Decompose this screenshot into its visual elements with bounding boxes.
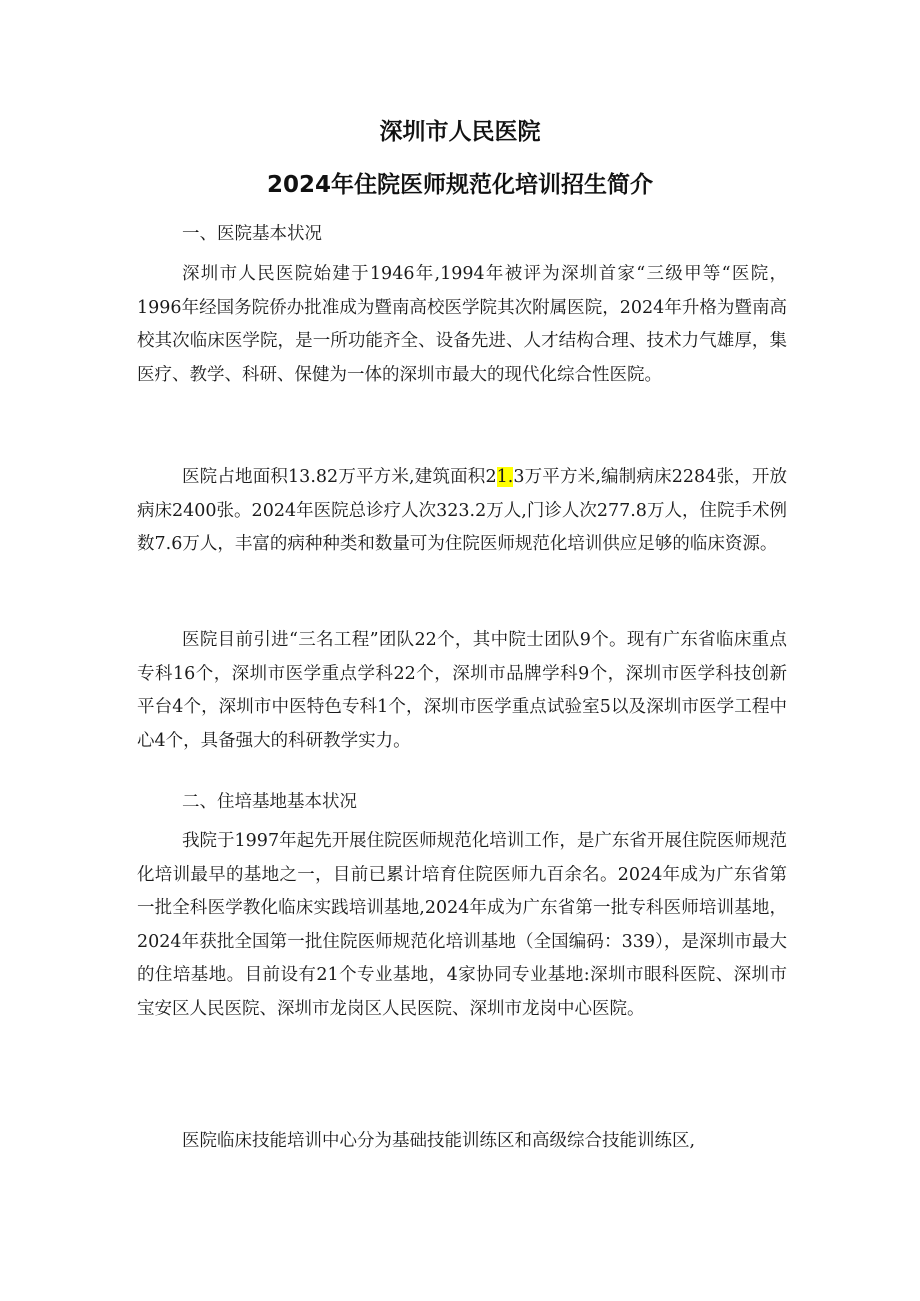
paragraph-hospital-history: 深圳市人民医院始建于1946年,1994年被评为深圳首家“三级甲等“医院，1996年经国务院侨办批准成为暨南高校医学院其次附属医院，2024年升格为暨南高校其次临床医学院，是一所功能齐全、设备先进、人才结构合理、技术力气雄厚，集医疗、教学、科研、保健为一体的深圳市最大的现代化综合性医院。	[137, 264, 787, 385]
highlighted-text: 1.	[496, 467, 514, 487]
paragraph-training-history: 我院于1997年起先开展住院医师规范化培训工作，是广东省开展住院医师规范化培训最早的基地之一，目前已累计培育住院医师九百余名。2024年成为广东省第一批全科医学教化临床实践培训基地,2024年成为广东省第一批专科医师培训基地，2024年获批全国第一批住院医师规范化培训基地（全国编码：339），是深圳市最大的住培基地。目前设有21个专业基地，4家协同专业基地:深圳市眼科医院、深圳市宝安区人民医院、深圳市龙岗区人民医院、深圳市龙岗中心医院。	[137, 831, 787, 1019]
section-heading-training-base: 二、住培基地基本状况	[182, 792, 357, 812]
paragraph-hospital-scale-text-after: 3万平方米,编制病床2284张，开放病床2400张。2024年医院总诊疗人次323.2万人,门诊人次277.8万人，住院手术例数7.6万人，丰富的病种种类和数量可为住院医师规范化培训供应足够的临床资源。	[137, 467, 788, 554]
paragraph-skills-center: 医院临床技能培训中心分为基础技能训练区和高级综合技能训练区,	[182, 1131, 696, 1151]
document-title-program: 2024年住院医师规范化培训招生简介	[266, 172, 653, 198]
section-heading-hospital-overview: 一、医院基本状况	[182, 224, 322, 244]
paragraph-research-teams: 医院目前引进“三名工程”团队22个，其中院士团队9个。现有广东省临床重点专科16个，深圳市医学重点学科22个，深圳市品牌学科9个，深圳市医学科技创新平台4个，深圳市中医特色专科1个，深圳市医学重点试验室5以及深圳市医学工程中心4个，具备强大的科研教学实力。	[137, 630, 787, 751]
document-title-hospital: 深圳市人民医院	[379, 119, 541, 145]
paragraph-hospital-scale	[137, 461, 787, 562]
paragraph-hospital-scale-text-before: 医院占地面积13.82万平方米,建筑面积2	[182, 467, 497, 487]
